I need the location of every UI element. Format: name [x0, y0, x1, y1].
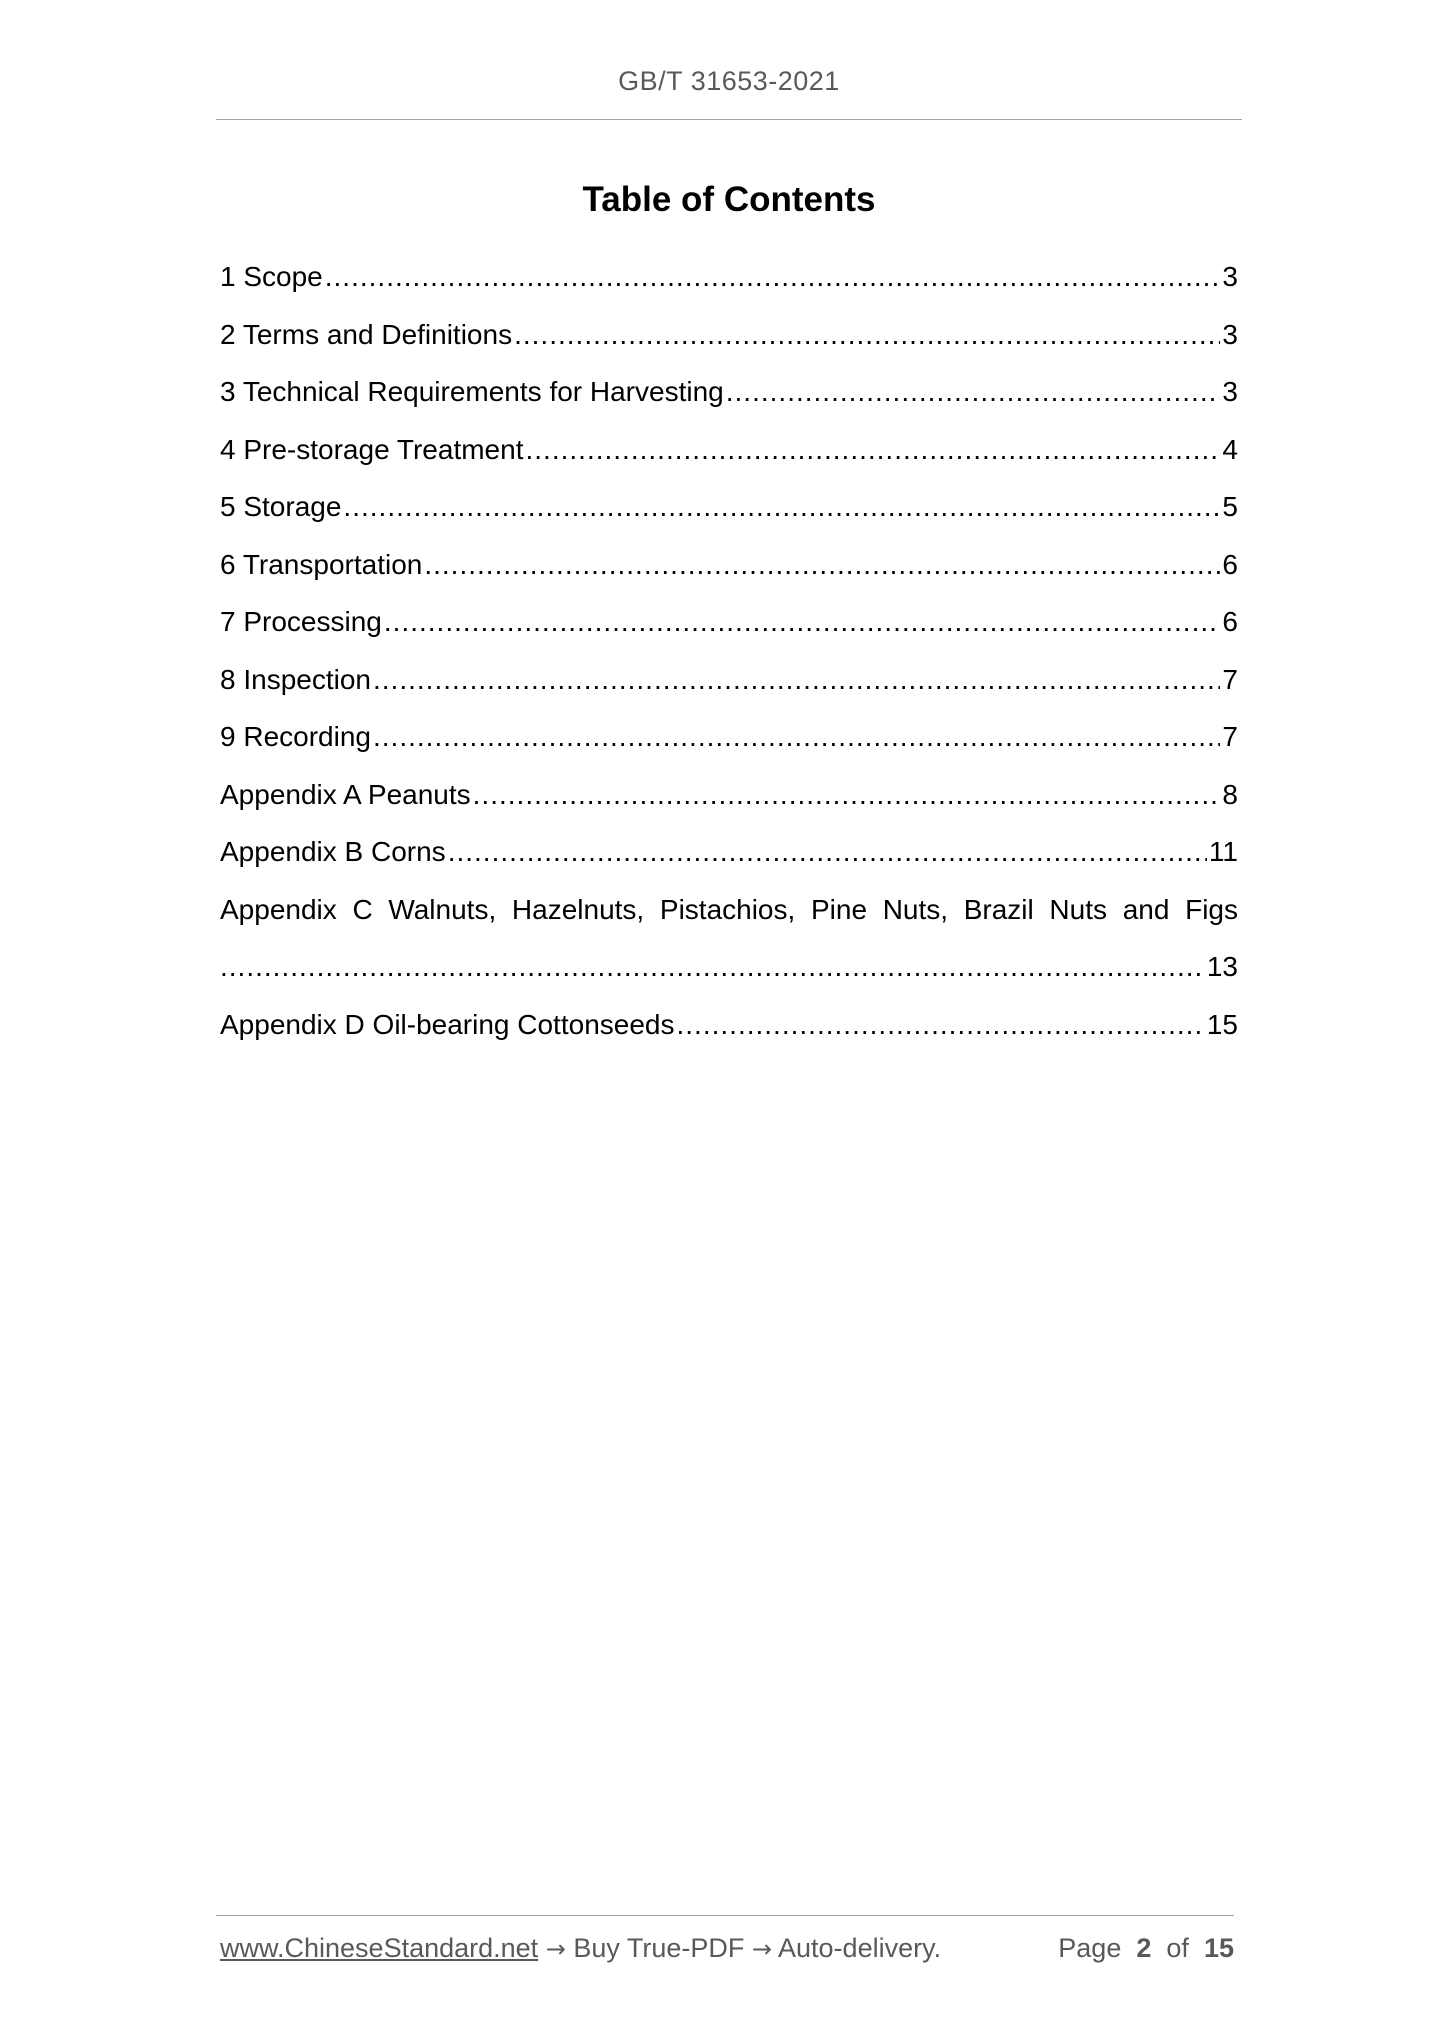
toc-entry-page: 3	[1222, 318, 1238, 350]
toc-entry-label: Appendix A Peanuts	[220, 778, 471, 810]
toc-entry-label: 9 Recording	[220, 721, 371, 752]
toc-dot-leader	[676, 996, 1204, 1054]
page-footer	[220, 1933, 1234, 1964]
toc-entry-page: 8	[1222, 778, 1238, 810]
toc-entry-harvesting[interactable]	[220, 363, 1238, 421]
page-current: 2	[1136, 1933, 1152, 1963]
toc-dot-leader	[514, 306, 1220, 364]
toc-entry-inspection[interactable]	[220, 651, 1238, 709]
toc-entry-label: Appendix C Walnuts, Hazelnuts, Pistachios, Pine Nuts, Brazil Nuts and Figs	[220, 893, 1238, 925]
toc-entry-pre-storage[interactable]	[220, 421, 1238, 479]
page-total: 15	[1203, 1933, 1234, 1963]
toc-entry-page: 7	[1222, 663, 1238, 695]
toc-entry-page: 6	[1222, 548, 1238, 580]
toc-entry-page: 3	[1222, 376, 1238, 407]
toc-entry-page: 15	[1206, 1008, 1238, 1040]
toc-entry-page: 5	[1222, 491, 1238, 522]
page-word: Page	[1058, 1933, 1122, 1963]
header-divider	[216, 119, 1242, 120]
toc-dot-leader	[373, 708, 1220, 766]
toc-entry-label: 8 Inspection	[220, 663, 371, 695]
page-header: GB/T 31653-2021	[618, 66, 840, 96]
toc-entry-label: Appendix D Oil-bearing Cottonseeds	[220, 1008, 675, 1040]
toc-dot-leader	[448, 823, 1207, 881]
arrow-right-icon: →	[545, 1935, 566, 1963]
toc-entry-page: 11	[1208, 836, 1238, 867]
arrow-right-icon: →	[751, 1935, 772, 1963]
toc-dot-leader	[424, 536, 1220, 594]
toc-entry-page: 4	[1222, 433, 1238, 465]
toc-entry-label: 5 Storage	[220, 491, 342, 522]
toc-entry-label: 3 Technical Requirements for Harvesting	[220, 376, 724, 407]
toc-entry-page: 3	[1222, 261, 1238, 292]
toc-entry-appendix-c-continuation[interactable]	[220, 938, 1238, 996]
toc-entry-page: 7	[1222, 721, 1238, 752]
delivery-text: Auto-delivery.	[778, 1933, 942, 1963]
website-link[interactable]: www.ChineseStandard.net	[220, 1933, 539, 1963]
toc-entry-storage[interactable]	[220, 478, 1238, 536]
toc-entry-label: Appendix B Corns	[220, 836, 446, 867]
toc-title: Table of Contents	[582, 180, 876, 219]
page-number	[1058, 1933, 1234, 1964]
toc-entry-processing[interactable]	[220, 593, 1238, 651]
toc-dot-leader	[726, 363, 1221, 421]
toc-entry-label: 6 Transportation	[220, 548, 423, 580]
toc-dot-leader	[525, 421, 1220, 479]
toc-entry-terms[interactable]	[220, 306, 1238, 364]
footer-divider	[216, 1915, 1234, 1916]
toc-entry-appendix-d[interactable]	[220, 996, 1238, 1054]
toc-entry-recording[interactable]	[220, 708, 1238, 766]
toc-dot-leader	[325, 248, 1221, 306]
toc-dot-leader	[343, 478, 1220, 536]
toc-entry-page: 13	[1206, 951, 1238, 982]
table-of-contents	[220, 248, 1238, 1053]
toc-dot-leader	[220, 938, 1205, 996]
buy-text: Buy True-PDF	[573, 1933, 745, 1963]
toc-entry-transportation[interactable]	[220, 536, 1238, 594]
toc-dot-leader	[473, 766, 1221, 824]
toc-entry-label: 7 Processing	[220, 606, 382, 637]
toc-entry-label: 1 Scope	[220, 261, 323, 292]
toc-entry-label: 4 Pre-storage Treatment	[220, 433, 524, 465]
toc-dot-leader	[373, 651, 1220, 709]
toc-entry-label: 2 Terms and Definitions	[220, 318, 513, 350]
of-word: of	[1166, 1933, 1189, 1963]
toc-entry-page: 6	[1222, 606, 1238, 637]
toc-dot-leader	[384, 593, 1221, 651]
footer-promo	[220, 1933, 941, 1964]
toc-entry-appendix-a[interactable]	[220, 766, 1238, 824]
toc-entry-scope[interactable]	[220, 248, 1238, 306]
toc-entry-appendix-b[interactable]	[220, 823, 1238, 881]
toc-entry-appendix-c[interactable]	[220, 881, 1238, 939]
